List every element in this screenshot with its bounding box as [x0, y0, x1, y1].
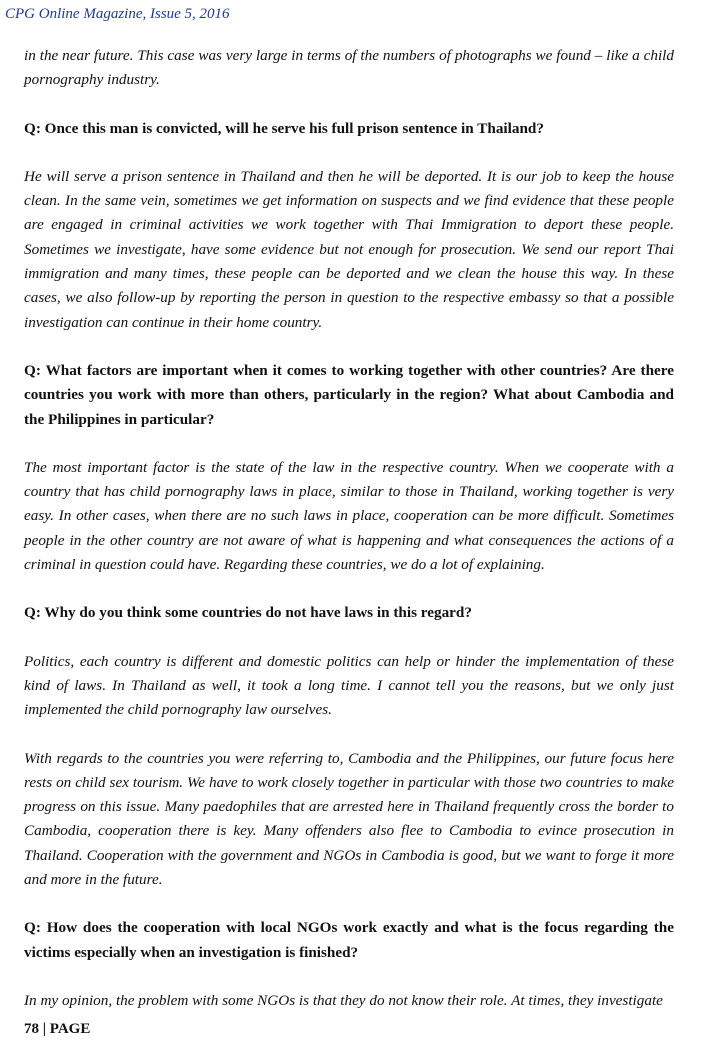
paragraph-gap: [24, 626, 674, 650]
question-heading: Q: What factors are important when it comes to working together with other countries? Are there countries you work with more than others, particularly in the region? What about Cambodia and the Philippines in particular?: [24, 361, 674, 428]
answer-paragraph: In my opinion, the problem with some NGOs is that they do not know their role. At times, they investigate: [24, 991, 663, 1009]
paragraph-gap: [24, 577, 674, 601]
answer-paragraph: He will serve a prison sentence in Thailand and then he will be deported. It is our job to keep the house clean. In the same vein, sometimes we get information on suspects and we find evidence that these people are engaged in criminal activities we work together with Thai Immigration to deport these people. Sometimes we investigate, have some evidence but not enough for prosecution. We send our report Thai immigration and many times, these people can be deported and we clean the house this way. In these cases, we also follow-up by reporting the person in question to the respective embassy so that a possible investigation can continue in their home country.: [24, 167, 674, 331]
paragraph-gap: [24, 892, 674, 916]
running-header: CPG Online Magazine, Issue 5, 2016: [5, 6, 230, 22]
answer-paragraph: The most important factor is the state of the law in the respective country. When we cooperate with a country that has child pornography laws in place, similar to those in Thailand, working together is very easy. In other cases, when there are no such laws in place, cooperation can be more difficult. Sometimes people in the other country are not aware of what is happening and what consequences the actions of a criminal in question could have. Regarding these countries, we do a lot of explaining.: [24, 458, 674, 574]
answer-paragraph: With regards to the countries you were referring to, Cambodia and the Philippines, our future focus here rests on child sex tourism. We have to work closely together in particular with those two countries to make progress on this issue. Many paedophiles that are arrested here in Thailand frequently cross the border to Cambodia, cooperation there is key. Many offenders also flee to Cambodia to evince prosecution in Thailand. Cooperation with the government and NGOs in Cambodia is good, but we want to forge it more and more in the future.: [24, 749, 674, 889]
paragraph-gap: [24, 335, 674, 359]
paragraph-gap: [24, 432, 674, 456]
paragraph-gap: [24, 723, 674, 747]
answer-paragraph: Politics, each country is different and domestic politics can help or hinder the implementation of these kind of laws. In Thailand as well, it took a long time. I cannot tell you the reasons, but we only just implemented the child pornography law ourselves.: [24, 652, 674, 719]
question-heading: Q: Once this man is convicted, will he serve his full prison sentence in Thailand?: [24, 119, 544, 137]
question-heading: Q: Why do you think some countries do not have laws in this regard?: [24, 604, 472, 622]
page-number: 78 | PAGE: [24, 1021, 91, 1037]
article-body: [24, 44, 674, 1013]
question-heading: Q: How does the cooperation with local NGOs work exactly and what is the focus regarding the victims especially when an investigation is finished?: [24, 919, 674, 961]
paragraph-gap: [24, 93, 674, 117]
answer-paragraph: in the near future. This case was very large in terms of the numbers of photographs we found – like a child pornography industry.: [24, 47, 674, 89]
paragraph-gap: [24, 965, 674, 989]
paragraph-gap: [24, 141, 674, 165]
